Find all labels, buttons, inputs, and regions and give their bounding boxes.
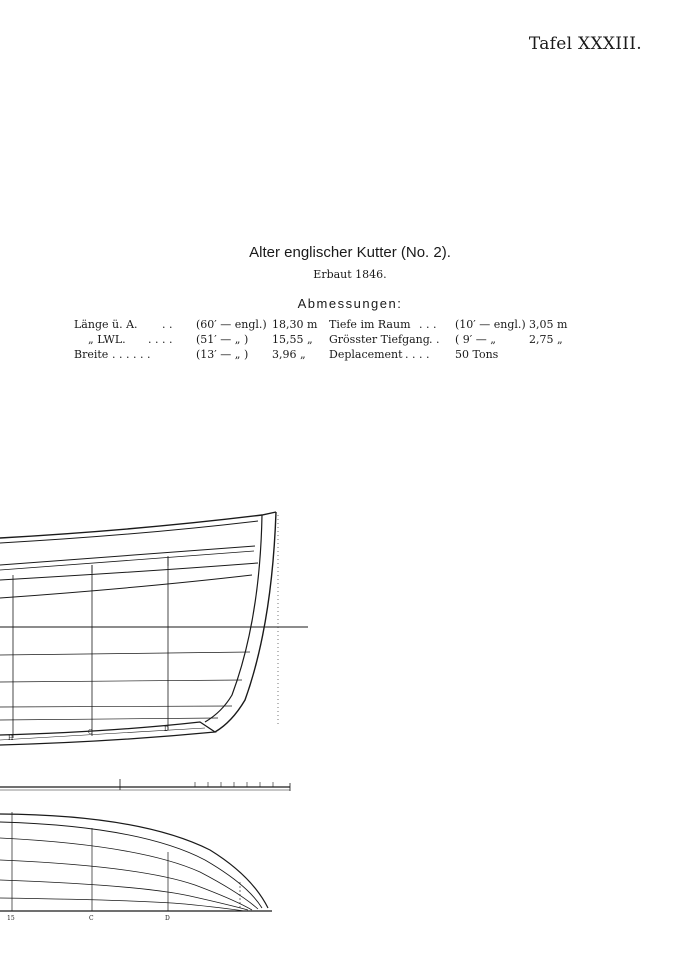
halfbreadth-station-label: 15 xyxy=(7,915,15,922)
dimension-imperial: 50 Tons xyxy=(455,348,499,361)
dimension-label: Deplacement xyxy=(329,348,403,361)
profile-view xyxy=(0,512,308,745)
dimension-dots: . . . . xyxy=(148,333,173,346)
dimensions-heading: Abmessungen: xyxy=(297,296,403,311)
dimension-label: Grösster Tiefgang xyxy=(329,333,430,346)
dimension-label: Länge ü. A. xyxy=(74,318,138,331)
page-title: Alter englischer Kutter (No. 2). xyxy=(249,244,451,261)
profile-station-label: C xyxy=(88,729,93,736)
dimension-imperial: (10′ — engl.) xyxy=(455,318,526,331)
profile-station-label: H xyxy=(8,735,14,742)
build-year: Erbaut 1846. xyxy=(313,268,387,281)
scale-bar xyxy=(0,779,290,791)
halfbreadth-view xyxy=(0,812,272,911)
dimension-imperial: (60′ — engl.) xyxy=(196,318,267,331)
dimension-metric: 3,05 m xyxy=(529,318,568,331)
halfbreadth-station-label: D xyxy=(165,915,170,922)
dimension-label: Breite xyxy=(74,348,109,361)
profile-station-label: D xyxy=(164,726,169,733)
dimension-metric: 2,75 „ xyxy=(529,333,563,346)
dimension-dots: . . . xyxy=(419,318,437,331)
halfbreadth-station-label: C xyxy=(89,915,94,922)
dimension-metric: 3,96 „ xyxy=(272,348,306,361)
dimension-label: „ LWL. xyxy=(88,333,126,346)
dimension-metric: 18,30 m xyxy=(272,318,318,331)
dimension-metric: 15,55 „ xyxy=(272,333,313,346)
dimension-dots: . . . . xyxy=(405,348,430,361)
dimension-imperial: (13′ — „ ) xyxy=(196,348,249,361)
dimension-imperial: ( 9′ — „ xyxy=(455,333,496,346)
plate-number: Tafel XXXIII. xyxy=(528,34,642,54)
dimension-dots: . . . . . . xyxy=(112,348,151,361)
dimension-label: Tiefe im Raum xyxy=(329,318,411,331)
dimension-dots: . . xyxy=(429,333,440,346)
dimension-imperial: (51′ — „ ) xyxy=(196,333,249,346)
dimension-dots: . . xyxy=(162,318,173,331)
